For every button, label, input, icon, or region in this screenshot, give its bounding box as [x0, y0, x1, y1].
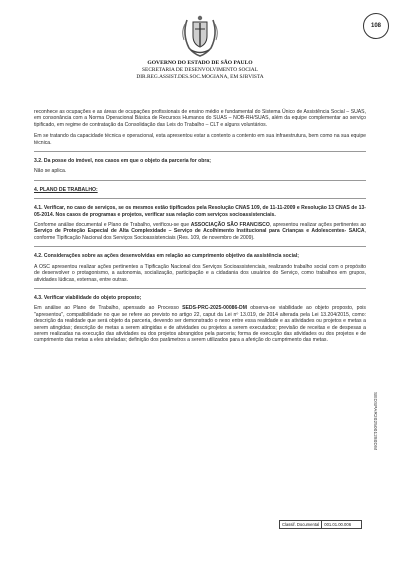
organization-name: ASSOCIAÇÃO SÃO FRANCISCO: [190, 222, 270, 229]
section-4-1-text-part: , conforme Tipificação Nacional dos Serviços Socioassistenciais (Res. 109, de novembro de 2009).: [34, 228, 366, 241]
divider: [34, 180, 366, 181]
header-secretariat: SECRETARIA DE DESENVOLVIMENTO SOCIAL: [142, 67, 258, 73]
classification-box: [279, 520, 362, 529]
section-4-2-text: A OSC apresentou realizar ações pertinentes a Tipificação Nacional dos Serviços Socioassistenciais, realizando trabalho social com o propósito de desenvolver o protagonismo, a autonomia, socialização, participação e a cidadania dos usuários do Serviço, como trabalhos em grupos, atividades lúdicas, externas, entre outras.: [34, 263, 366, 283]
process-number: SEDS-PRC-2025-00086-DM: [182, 305, 247, 312]
divider: [34, 151, 366, 152]
section-4-1-text-part: Conforme análise documental e Plano de Trabalho, verificou-se que: [34, 222, 191, 229]
section-4-1-text-part: , apresentou realizar ações pertinentes ao: [269, 222, 366, 229]
classification-label: Classif. Documental: [282, 522, 320, 527]
side-document-code: SEDSPAR2025001280DM: [373, 392, 378, 451]
header-directorate: DIR.REG.ASSIST.DES.SOC.MOGIANA, EM SJBVISTA: [136, 73, 264, 80]
state-coat-of-arms-icon: [181, 14, 219, 58]
divider: [34, 288, 366, 289]
section-4-2-title: 4.2. Considerações sobre as ações desenvolvidas em relação ao cumprimento objetivo da assistência social;: [34, 253, 299, 260]
header-government: GOVERNO DO ESTADO DE SÃO PAULO: [147, 60, 253, 66]
section-4-title: 4. PLANO DE TRABALHO:: [34, 186, 98, 193]
paragraph-capacity: Em se tratando da capacidade técnica e operacional, esta apresentou estar a contento a contento em sua infraestrutura, bem como na sua equipe técnica.: [34, 133, 366, 146]
document-body: [34, 109, 366, 349]
section-4-3-text-part: observa-se viabilidade ao objeto proposto, pois "apresentou", compatibilidade no que se refere ao previsto no artigo 22, caput da Lei nº 13.019, de 2014 alterada pela Lei 13.204/2015, como: descrição da realidade que será objeto da parceria, devendo ser demonstrado o nexo entre essa realidade e as atividades ou projetos e metas a serem atingidas; descrição de metas a serem atingidas e de atividades ou projetos a serem executados; previsão de receitas e de despesas a serem realizadas na execução das atividades ou dos projetos abrangidos pela parceria; forma de execução das atividades ou dos projetos e de cumprimento das metas a eles atreladas; definição dos parâmetros a serem utilizados para a aferição do cumprimento das metas.: [34, 305, 366, 344]
page-number-stamp: 108: [363, 13, 389, 39]
section-4-3-text: [34, 305, 366, 343]
paragraph-staff: reconhece as ocupações e as áreas de ocupações profissionais de ensino médio e fundamental do Sistema Único de Assistência Social – SUAS, em consonância com a Norma Operacional Básica de Recursos Humanos do SUAS – NOB-RH/SUAS, além da equipe complementar ao serviço tipificado, em regime de contratação da Consolidação das Leis do Trabalho – CLT e alguns voluntários.: [34, 109, 366, 128]
document-header: [0, 60, 400, 80]
service-name: Serviço de Proteção Especial de Alta Complexidade – Serviço de Acolhimento Institucional para Crianças e Adolescentes- SAICA: [34, 228, 365, 235]
divider: [34, 246, 366, 247]
section-4-3-text-part: Em análise ao Plano de Trabalho, apensado ao Processo: [34, 305, 183, 312]
classification-value: 001.01.00.006: [321, 521, 353, 528]
section-4-1-title: 4.1. Verificar, no caso de serviços, se os mesmos estão tipificados pela Resolução CNAS 109, de 11-11-2009 e Resolução 13 CNAS de 13-05-2014. Nos casos de programas e projetos, verificar sua relação com serviços socioassistenciais.: [34, 205, 366, 218]
section-3-2-text: Não se aplica.: [34, 168, 67, 175]
section-4-1-text: [34, 222, 366, 241]
section-3-2-title: 3.2. Da posse do imóvel, nos casos em que o objeto da parceria for obra;: [34, 158, 211, 165]
divider: [34, 198, 366, 199]
section-4-3-title: 4.3. Verificar viabilidade do objeto proposto;: [34, 294, 142, 301]
